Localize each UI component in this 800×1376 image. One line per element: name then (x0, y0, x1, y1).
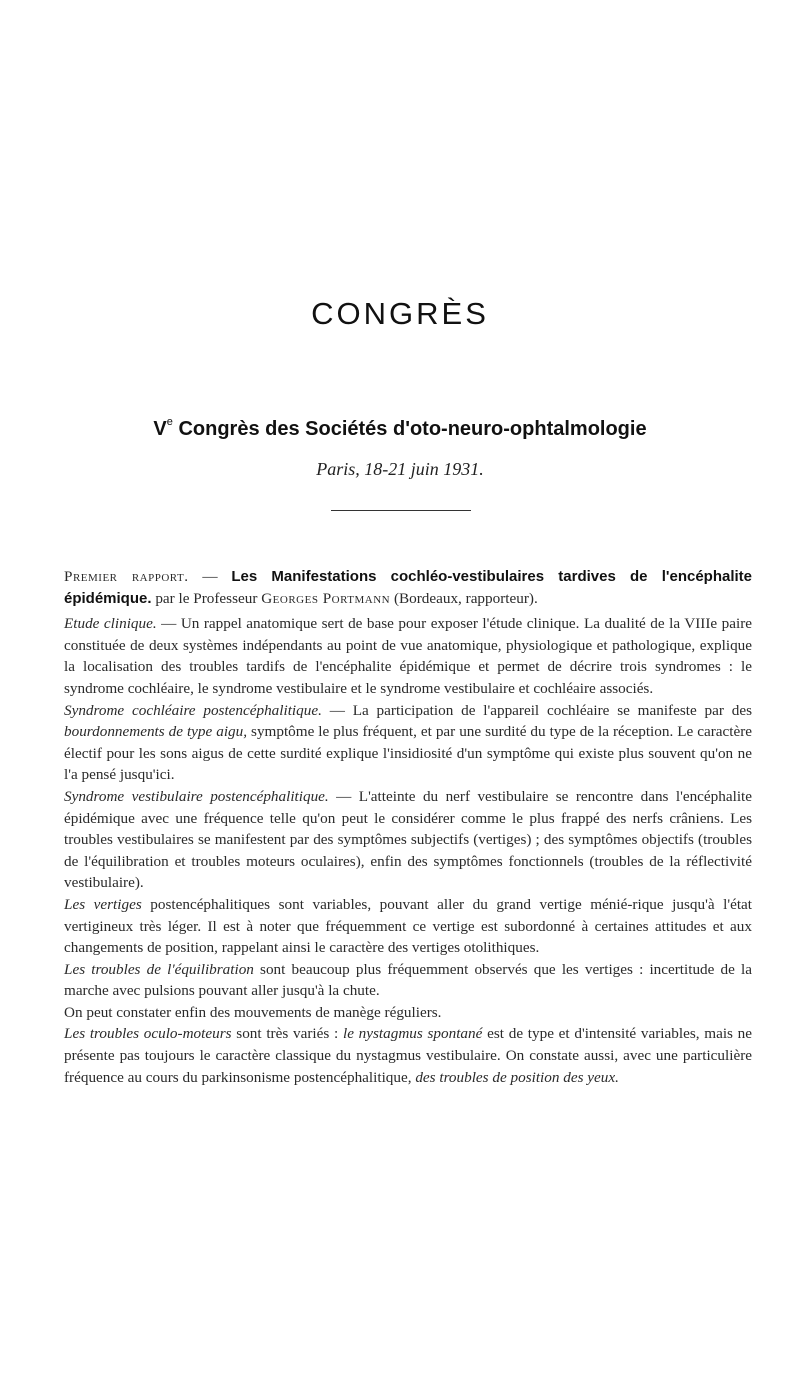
paragraph-text: — La participation de l'appareil cochléaire se manifeste par des (329, 701, 752, 719)
paragraph-text: symptôme le plus fréquent, et par une surdité du type de la réception. Le caractère électif pour les sons aigus de cette surdité explique l'insidiosité d'un symptôme qui existe plus souvent qu'on ne l'a pensé jusqu'ici. (64, 723, 753, 784)
paragraph-lead: Syndrome cochléaire postencéphalitique. (64, 701, 322, 719)
paragraph-lead: Etude clinique. (64, 615, 157, 633)
paragraph-italic: des troubles de position des yeux. (415, 1068, 619, 1086)
divider-rule (331, 510, 471, 511)
paragraph-text: sont très variés : (236, 1025, 339, 1043)
paragraph-lead: Les vertiges (64, 895, 142, 913)
place-date: Paris, 18-21 juin 1931. (316, 459, 484, 479)
paragraph-text: — Un rappel anatomique sert de base pour exposer l'étude clinique. La dualité de la VIIIe paire constituée de deux systèmes indépendants au point de vue anatomique, physiologique et pathologique, explique la localisation des troubles tardifs de l'encéphalite épidémique et permet de décrire trois syndromes : le syndrome cochléaire, le syndrome vestibulaire et le syndrome vestibulaire et cochléaire associés. (64, 615, 753, 697)
report-author: Georges Portmann (261, 589, 391, 607)
paragraph-cochlear-syndrome (64, 700, 752, 786)
report-by: par le Professeur (155, 589, 258, 607)
report-label: Premier rapport. (64, 568, 189, 585)
paragraph-italic: le nystagmus spontané (342, 1025, 483, 1043)
paragraph-oculomotor (64, 1023, 752, 1088)
paragraph-vertigo (64, 894, 752, 959)
article-body (64, 566, 752, 1088)
paragraph-lead: Syndrome vestibulaire postencéphalitique. (64, 787, 329, 805)
paragraph-italic: bourdonnements de type aigu, (64, 723, 248, 741)
paragraph-text: sont beaucoup plus fréquemment observés que les vertiges : incertitude de la marche avec pulsions pouvant aller jusqu'à la chute. (64, 960, 752, 1000)
congress-number: V (153, 418, 167, 440)
paragraph-text: On peut constater enfin des mouvements de manège réguliers. (64, 1003, 442, 1021)
paragraph-vestibular-syndrome (64, 786, 752, 894)
report-heading (64, 566, 752, 609)
report-dash: — (202, 568, 218, 585)
congress-name: Congrès des Sociétés d'oto-neuro-ophtalmologie (178, 418, 647, 440)
paragraph-text: est de type et d'intensité variables, mais ne présente pas toujours le caractère classique du nystagmus vestibulaire. On constate aussi, avec une particulière fréquence au cours du parkinsonisme postencéphalitique, (64, 1025, 753, 1086)
congress-number-sup: e (166, 416, 173, 428)
paragraph-lead: Les troubles de l'équilibration (64, 960, 254, 978)
paragraph-clinical-study (64, 613, 752, 699)
paragraph-equilibration (64, 959, 752, 1002)
section-title: CONGRÈS (311, 296, 489, 331)
paragraph-lead: Les troubles oculo-moteurs (64, 1025, 232, 1043)
paragraph-text: postencéphalitiques sont variables, pouvant aller du grand vertige ménié-rique jusqu'à l'état vertigineux très léger. Il est à noter que fréquemment ce vertige est subordonné à certaines attitudes et aux changements de position, rappelant ainsi le caractère des vertiges otolithiques. (64, 895, 752, 957)
paragraph-text: — L'atteinte du nerf vestibulaire se rencontre dans l'encéphalite épidémique avec une fréquence telle qu'on peut le considérer comme le plus frappé des nerfs crâniens. Les troubles vestibulaires se manifestent par des symptômes subjectifs (vertiges) ; des symptômes objectifs (troubles de l'équilibration et troubles moteurs oculaires), enfin des symptômes fonctionnels (troubles de la réflectivité vestibulaire). (64, 787, 752, 892)
report-title: Les Manifestations cochléo-vestibulaires tardives de l'encéphalite épidémique. (64, 568, 752, 607)
report-affiliation: (Bordeaux, rapporteur). (393, 589, 538, 607)
paragraph-merry-go-round (64, 1002, 752, 1024)
congress-title (0, 418, 800, 441)
